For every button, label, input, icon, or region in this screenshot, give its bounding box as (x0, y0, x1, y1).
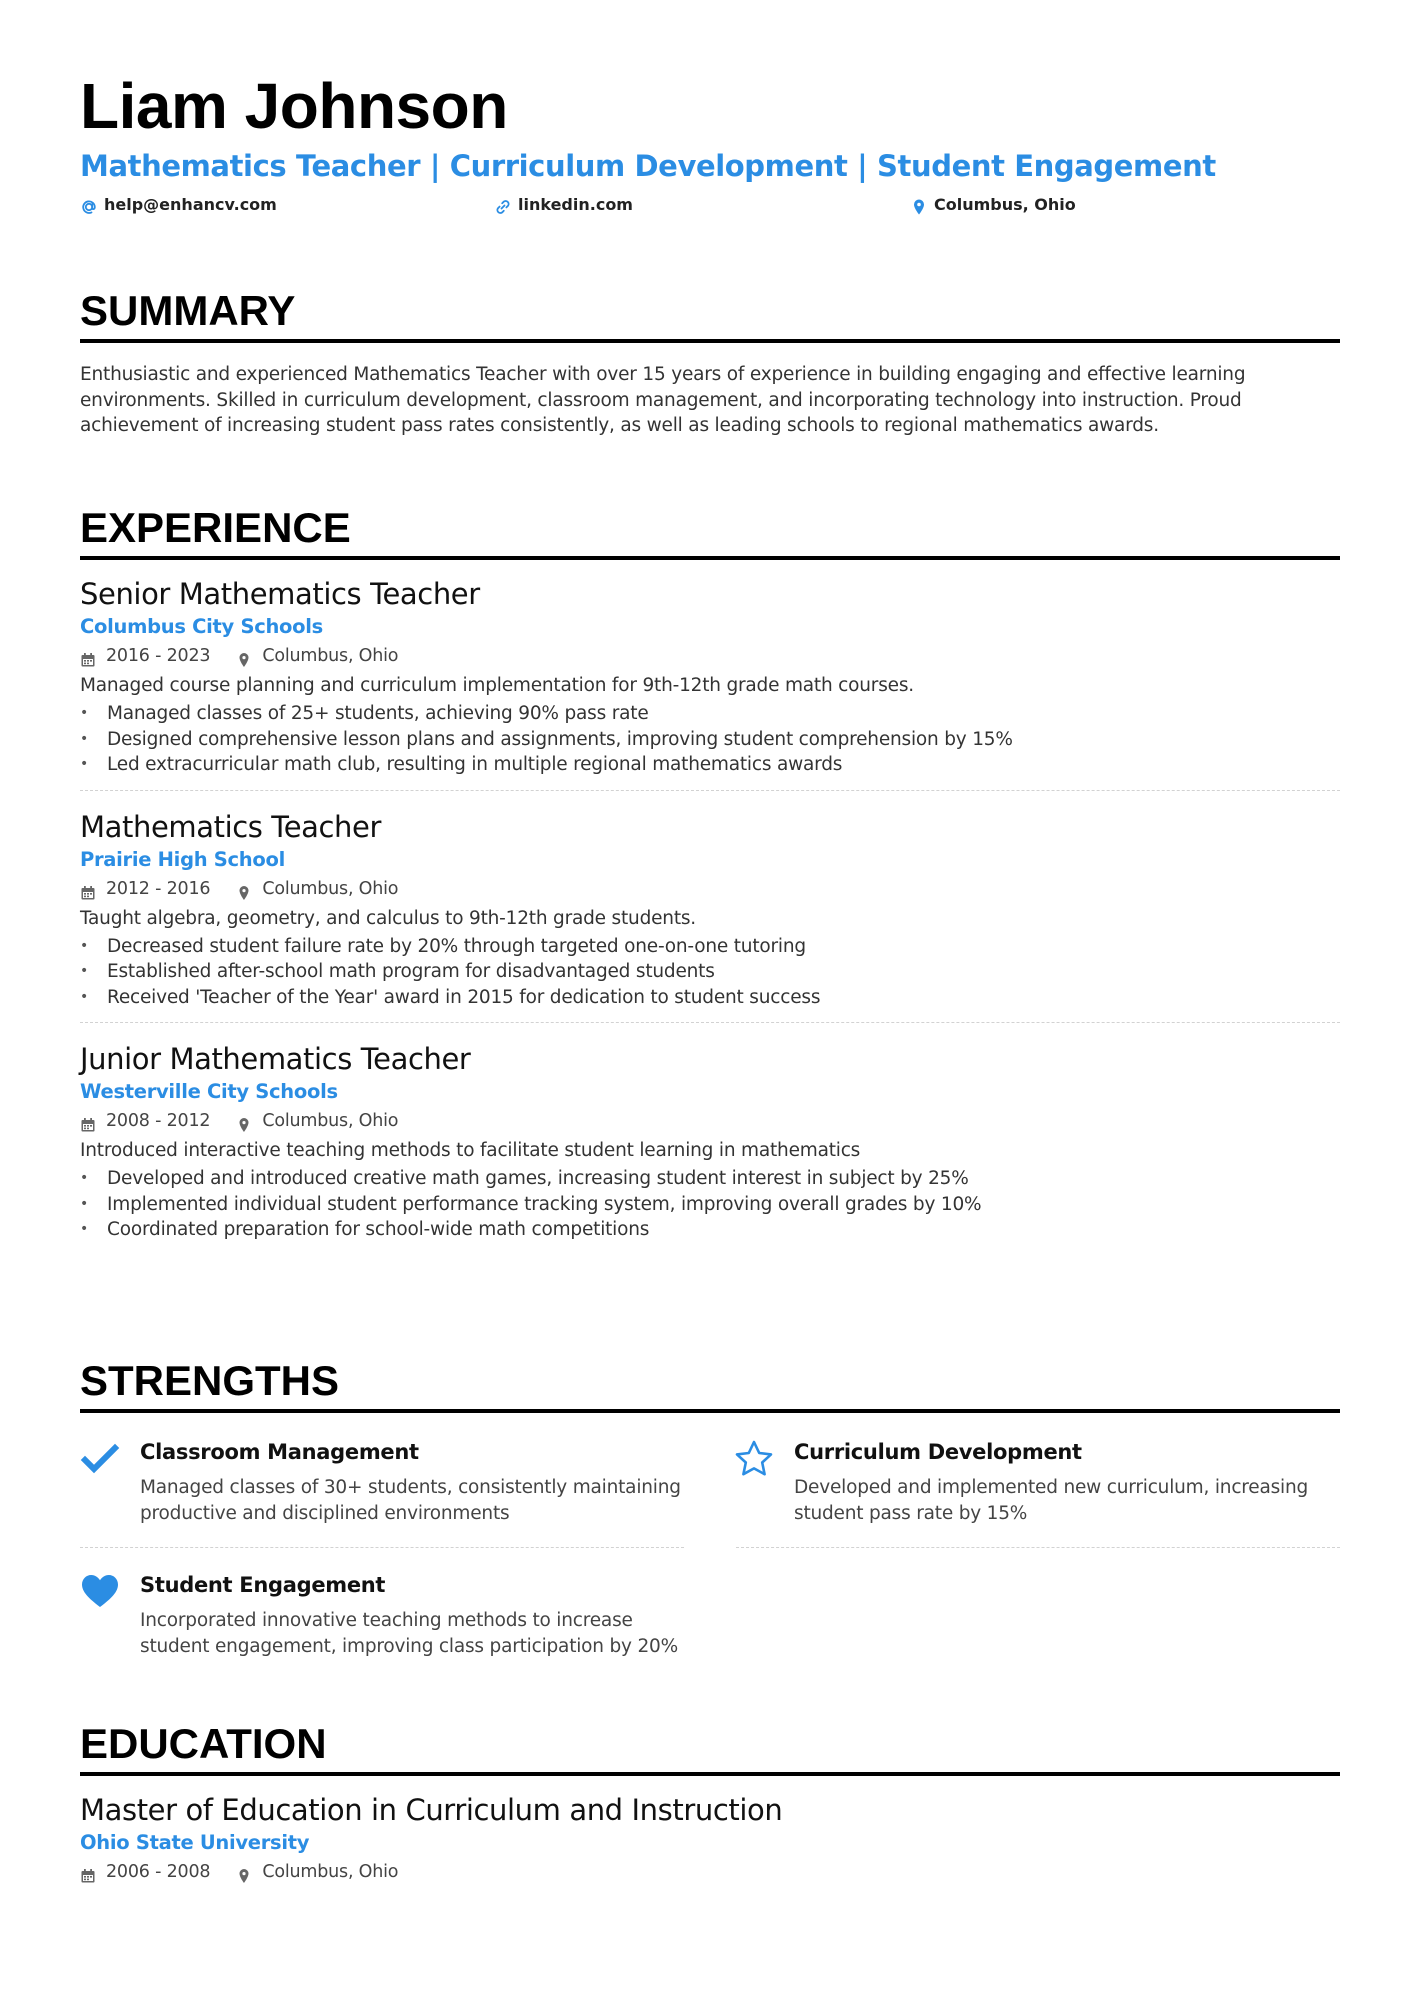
job-location-text: Columbus, Ohio (262, 646, 399, 666)
contact-email-text: help@enhancv.com (104, 195, 277, 214)
job-dates: 2012 - 2016 (106, 878, 211, 899)
bullet-item: • Led extracurricular math club, resulting in multiple regional mathematics awards (80, 752, 1340, 778)
job-location (236, 641, 398, 671)
education-location (236, 1857, 398, 1887)
strength-divider (80, 1547, 684, 1548)
job-divider (80, 1022, 1340, 1023)
bullet-item: • Established after-school math program for disadvantaged students (80, 959, 1340, 985)
education-section (80, 1718, 1340, 1887)
job-title: Mathematics Teacher (80, 809, 381, 844)
summary-heading: SUMMARY (80, 285, 1340, 343)
bullet-item: • Designed comprehensive lesson plans and assignments, improving student comprehension by 15% (80, 727, 1340, 753)
job-bullets (80, 934, 1340, 1011)
bullet-item: • Implemented individual student performance tracking system, improving overall grades by 10% (80, 1192, 1340, 1218)
contact-location (910, 190, 1076, 220)
bullet-item: • Managed classes of 25+ students, achieving 90% pass rate (80, 701, 1340, 727)
employer-name: Columbus City Schools (80, 615, 323, 638)
school-name: Ohio State University (80, 1831, 310, 1854)
education-entry (80, 1791, 1340, 1887)
strength-description: Managed classes of 30+ students, consistently maintaining productive and disciplined environments (140, 1477, 681, 1524)
job-description: Introduced interactive teaching methods to facilitate student learning in mathematics (80, 1140, 861, 1161)
strengths-grid (80, 1413, 1340, 1673)
job-location-text: Columbus, Ohio (262, 1111, 399, 1131)
at-icon (80, 196, 98, 214)
experience-section (80, 502, 1340, 1243)
job-dates: 2016 - 2023 (106, 646, 211, 666)
calendar-icon (80, 1864, 96, 1880)
job-bullets (80, 701, 1340, 778)
strength-description: Incorporated innovative teaching methods to increase student engagement, improving class participation by 20% (140, 1610, 679, 1657)
contact-linkedin-text: linkedin.com (518, 195, 633, 214)
education-dates: 2006 - 2008 (106, 1862, 211, 1882)
contact-linkedin[interactable] (494, 190, 633, 220)
strengths-heading: STRENGTHS (80, 1355, 1340, 1413)
strength-title: Classroom Management (140, 1440, 419, 1464)
calendar-icon (80, 648, 96, 664)
job-meta (80, 1106, 1340, 1136)
employer-name: Westerville City Schools (80, 1080, 338, 1103)
bullet-item: • Coordinated preparation for school-wide math competitions (80, 1217, 1340, 1243)
job-entry (80, 808, 1340, 1011)
location-pin-icon (236, 1113, 252, 1129)
calendar-icon (80, 1113, 96, 1129)
heart-icon (80, 1572, 120, 1612)
strength-title: Student Engagement (140, 1573, 386, 1597)
job-location (236, 1106, 398, 1136)
education-meta (80, 1857, 1340, 1887)
degree-title: Master of Education in Curriculum and Instruction (80, 1793, 783, 1827)
checkmark-icon (80, 1439, 120, 1479)
bullet-item: • Decreased student failure rate by 20% through targeted one-on-one tutoring (80, 934, 1340, 960)
strength-divider (736, 1547, 1340, 1548)
location-pin-icon (236, 881, 252, 897)
candidate-name: Liam Johnson (80, 70, 508, 142)
strengths-section (80, 1355, 1340, 1673)
summary-section (80, 285, 1340, 439)
location-pin-icon (236, 1864, 252, 1880)
job-entry (80, 1040, 1340, 1243)
job-location-text: Columbus, Ohio (262, 878, 399, 899)
job-description: Taught algebra, geometry, and calculus to 9th-12th grade students. (80, 907, 696, 929)
job-description: Managed course planning and curriculum implementation for 9th-12th grade math courses. (80, 675, 914, 696)
contact-location-text: Columbus, Ohio (934, 195, 1076, 214)
strength-title: Curriculum Development (794, 1440, 1082, 1464)
job-title: Senior Mathematics Teacher (80, 577, 480, 611)
job-entry (80, 575, 1340, 778)
calendar-icon (80, 881, 96, 897)
education-heading: EDUCATION (80, 1718, 1340, 1776)
summary-text: Enthusiastic and experienced Mathematics Teacher with over 15 years of experience in building engaging and effective learning environments. Skilled in curriculum development, classroom management, and incorporating technology into instruction. Proud achievement of increasing student pass rates consistently, as well as leading schools to regional mathematics awards. (80, 364, 1246, 436)
job-divider (80, 790, 1340, 791)
bullet-item: • Received 'Teacher of the Year' award in 2015 for dedication to student success (80, 985, 1340, 1011)
star-icon (734, 1439, 774, 1479)
strength-description: Developed and implemented new curriculum, increasing student pass rate by 15% (794, 1477, 1309, 1524)
education-location-text: Columbus, Ohio (262, 1862, 399, 1882)
job-title: Junior Mathematics Teacher (80, 1042, 471, 1076)
job-meta (80, 874, 1340, 904)
location-pin-icon (910, 196, 928, 214)
job-dates: 2008 - 2012 (106, 1111, 211, 1131)
resume-content (80, 70, 1340, 1882)
job-location (236, 874, 398, 904)
headline: Mathematics Teacher | Curriculum Development | Student Engagement (80, 149, 1216, 183)
contact-email[interactable] (80, 190, 277, 220)
job-bullets (80, 1166, 1340, 1243)
location-pin-icon (236, 648, 252, 664)
job-meta (80, 641, 1340, 671)
link-icon (494, 196, 512, 214)
contact-row (80, 190, 1340, 220)
bullet-item: • Developed and introduced creative math games, increasing student interest in subject by 25% (80, 1166, 1340, 1192)
experience-heading: EXPERIENCE (80, 502, 1340, 560)
employer-name: Prairie High School (80, 847, 285, 871)
